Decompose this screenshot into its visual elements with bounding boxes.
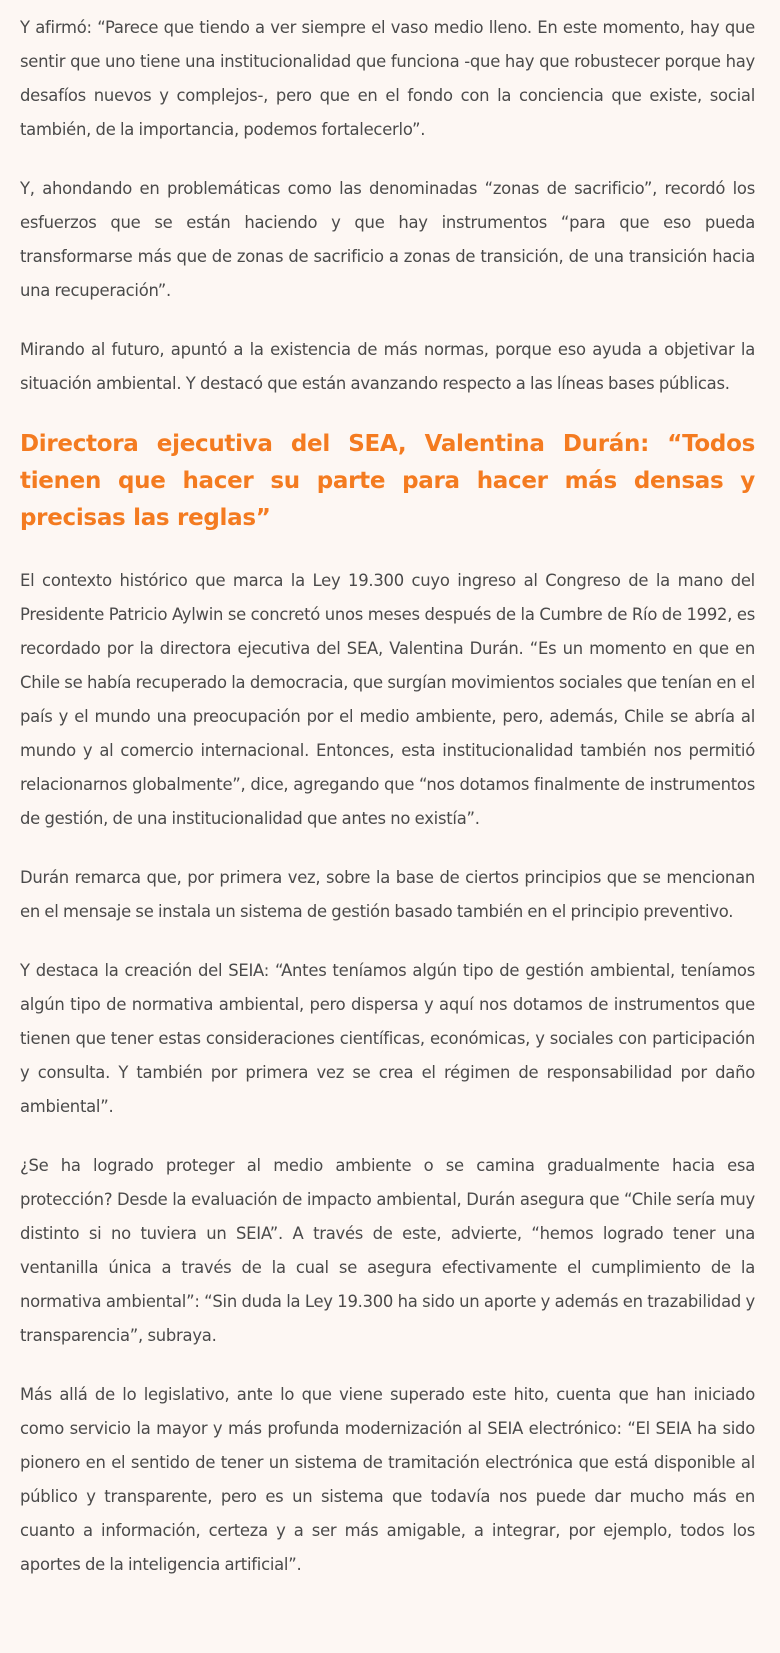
paragraph-proteger-medio-ambiente: ¿Se ha logrado proteger al medio ambiente o se camina gradualmente hacia esa protección? Desde la evaluación de impacto ambiental, Durán asegura que “Chile sería muy distinto si no tuviera un SEIA”. A través de este, advierte, “hemos logrado tener una ventanilla única a través de la cual se asegura efectivamente el cumplimiento de la normativa ambiental”: “Sin duda la Ley 19.300 ha sido un aporte y además en trazabilidad y transparencia”, subraya.: [20, 1156, 755, 1345]
paragraph-principio-preventivo: Durán remarca que, por primera vez, sobre la base de ciertos principios que se mencionan en el mensaje se instala un sistema de gestión basado también en el principio preventivo.: [20, 868, 755, 921]
section-heading: Directora ejecutiva del SEA, Valentina Durán: “Todos tienen que hacer su parte para hacer más densas y precisas las reglas”: [20, 431, 755, 531]
paragraph-mas-normas: Mirando al futuro, apuntó a la existencia de más normas, porque eso ayuda a objetivar la situación ambiental. Y destacó que están avanzando respecto a las líneas bases públicas.: [20, 340, 755, 393]
paragraph-contexto-historico: El contexto histórico que marca la Ley 19.300 cuyo ingreso al Congreso de la mano del Presidente Patricio Aylwin se concretó unos meses después de la Cumbre de Río de 1992, es recordado por la directora ejecutiva del SEA, Valentina Durán. “Es un momento en que en Chile se había recuperado la democracia, que surgían movimientos sociales que tenían en el país y el mundo una preocupación por el medio ambiente, pero, además, Chile se abría al mundo y al comercio internacional. Entonces, esta institucionalidad también nos permitió relacionarnos globalmente”, dice, agregando que “nos dotamos finalmente de instrumentos de gestión, de una institucionalidad que antes no existía”.: [20, 571, 755, 828]
paragraph-zonas-de-sacrificio: Y, ahondando en problemáticas como las denominadas “zonas de sacrificio”, recordó los esfuerzos que se están haciendo y que hay instrumentos “para que eso pueda transformarse más que de zonas de sacrificio a zonas de transición, de una transición hacia una recuperación”.: [20, 179, 755, 300]
paragraph-creacion-seia: Y destaca la creación del SEIA: “Antes teníamos algún tipo de gestión ambiental, teníamos algún tipo de normativa ambiental, pero dispersa y aquí nos dotamos de instrumentos que tienen que tener estas consideraciones científicas, económicas, y sociales con participación y consulta. Y también por primera vez se crea el régimen de responsabilidad por daño ambiental”.: [20, 961, 755, 1116]
paragraph-vaso-medio-lleno: Y afirmó: “Parece que tiendo a ver siempre el vaso medio lleno. En este momento, hay que sentir que uno tiene una institucionalidad que funciona -que hay que robustecer porque hay desafíos nuevos y complejos-, pero que en el fondo con la conciencia que existe, social también, de la importancia, podemos fortalecerlo”.: [20, 18, 755, 139]
paragraph-modernizacion-seia: Más allá de lo legislativo, ante lo que viene superado este hito, cuenta que han iniciado como servicio la mayor y más profunda modernización al SEIA electrónico: “El SEIA ha sido pionero en el sentido de tener un sistema de tramitación electrónica que está disponible al público y transparente, pero es un sistema que todavía nos puede dar mucho más en cuanto a información, certeza y a ser más amigable, a integrar, por ejemplo, todos los aportes de la inteligencia artificial”.: [20, 1385, 755, 1574]
